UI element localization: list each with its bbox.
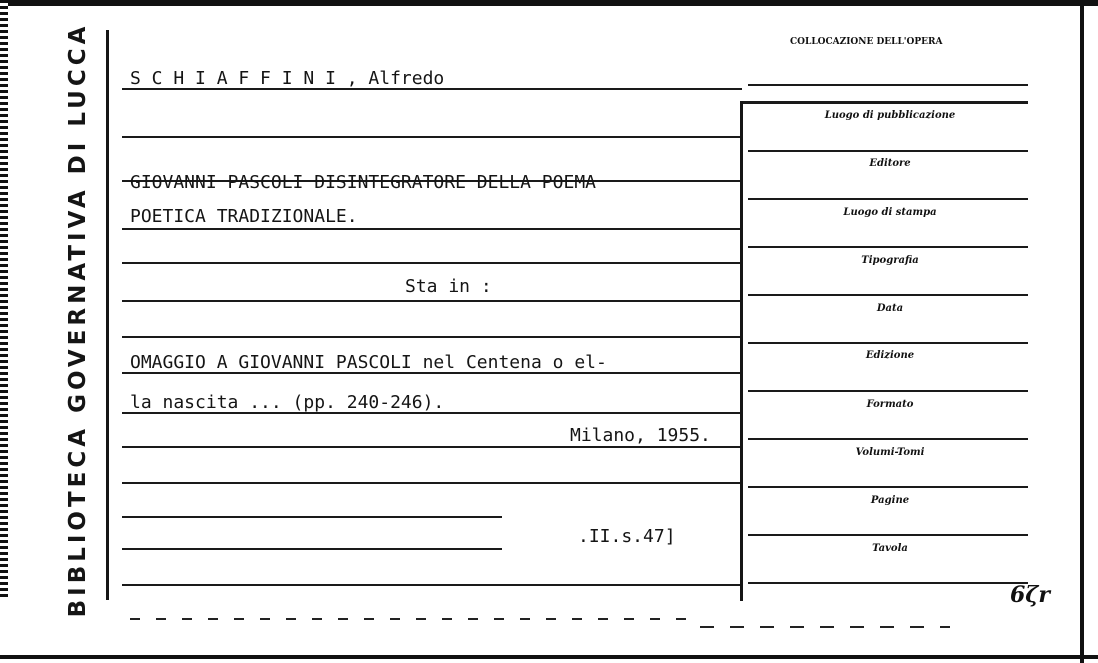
- field-data: Data: [876, 303, 904, 314]
- field-tipografia: Tipografia: [861, 255, 919, 266]
- ruled-line: [122, 262, 742, 264]
- field-volumi-tomi: Volumi-Tomi: [855, 447, 925, 458]
- ruled-line: [122, 228, 742, 230]
- source-line-2: la nascita ... (pp. 240-246).: [130, 392, 445, 413]
- place-year: Milano, 1955.: [570, 425, 711, 446]
- panel-line: [748, 294, 1028, 296]
- ruled-line: [122, 482, 742, 484]
- source-line-1: OMAGGIO A GIOVANNI PASCOLI nel Centena o el-: [130, 352, 607, 373]
- panel-line: [748, 534, 1028, 536]
- library-name: BIBLIOTECA GOVERNATIVA DI LUCCA: [65, 22, 91, 618]
- card-right-edge: [1080, 0, 1084, 663]
- field-luogo-stampa: Luogo di stampa: [843, 207, 937, 218]
- panel-line: [748, 246, 1028, 248]
- collocazione-header: COLLOCAZIONE DELL'OPERA: [790, 37, 943, 47]
- panel-line: [748, 198, 1028, 200]
- card-bottom-edge: [0, 655, 1098, 659]
- ruled-line: [122, 548, 502, 550]
- panel-line: [748, 582, 1028, 584]
- ruled-line: [122, 300, 742, 302]
- panel-line: [748, 486, 1028, 488]
- bottom-specks: [130, 618, 690, 620]
- ruled-line: [122, 446, 742, 448]
- ruled-line: [122, 584, 742, 586]
- panel-top-rule: [740, 101, 1028, 104]
- ruled-line: [122, 136, 742, 138]
- field-pagine: Pagine: [870, 495, 910, 506]
- panel-line: [748, 84, 1028, 86]
- title-line-2: POETICA TRADIZIONALE.: [130, 206, 358, 227]
- margin-rule: [106, 30, 109, 600]
- field-formato: Formato: [866, 399, 914, 410]
- card-top-edge: [0, 0, 1098, 6]
- ruled-line: [122, 336, 742, 338]
- handwritten-mark: 6ζr: [1010, 582, 1050, 608]
- ruled-line: [122, 516, 502, 518]
- bottom-specks: [700, 626, 950, 628]
- panel-divider: [740, 101, 743, 601]
- author-name: S C H I A F F I N I , Alfredo: [130, 68, 445, 89]
- field-edizione: Edizione: [865, 350, 915, 361]
- field-luogo-pubblicazione: Luogo di pubblicazione: [824, 110, 956, 121]
- field-editore: Editore: [869, 158, 911, 169]
- card-left-edge: [0, 0, 8, 600]
- panel-line: [748, 438, 1028, 440]
- panel-line: [748, 390, 1028, 392]
- panel-line: [748, 342, 1028, 344]
- shelfmark: .II.s.47]: [578, 526, 676, 547]
- panel-line: [748, 150, 1028, 152]
- title-line-1: GIOVANNI PASCOLI DISINTEGRATORE DELLA POEMA: [130, 172, 596, 193]
- sta-in-label: Sta in :: [405, 276, 492, 297]
- field-tavola: Tavola: [872, 543, 908, 554]
